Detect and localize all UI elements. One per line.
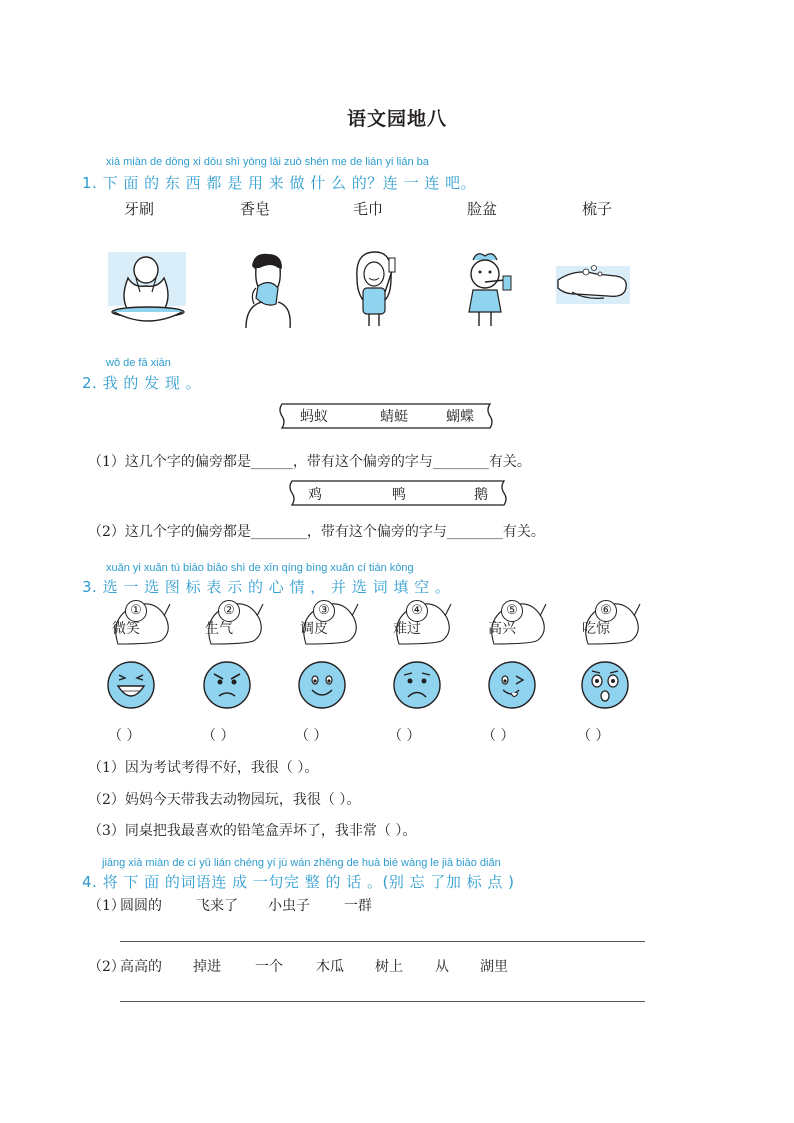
angry-face-icon (202, 660, 252, 710)
snail-number: ② (218, 600, 240, 622)
word-card: 圆圆的 (120, 898, 162, 914)
answer-blank[interactable]: ________ (432, 454, 489, 470)
word-ya: 鸭 (392, 487, 406, 503)
q4-heading: 4. 将 下 面 的词语连 成 一句完 整 的 话 。(别 忘 了加 标 点 ) (82, 873, 515, 891)
girl-combing-hair-picture[interactable] (345, 248, 429, 330)
q4-pinyin: jiāng xià miàn de cí yǔ lián chéng yí jù wán zhěng de huà bié wàng le jiā biāo diǎn (102, 857, 501, 869)
snail-card (298, 600, 362, 646)
word-box-birds (288, 477, 508, 509)
word-card: 从 (435, 959, 449, 975)
answer-line-2[interactable] (120, 1001, 645, 1002)
snail-card (391, 600, 455, 646)
surprised-face-icon (580, 660, 630, 710)
item-toothbrush[interactable]: 牙刷 (124, 200, 155, 218)
snail-number: ④ (406, 600, 428, 622)
snail-number: ③ (313, 600, 335, 622)
word-card: 湖里 (480, 959, 508, 975)
mood-word: 微笑 (112, 621, 140, 637)
mood-word: 难过 (393, 621, 421, 637)
answer-parentheses[interactable]: （ ） (295, 728, 328, 744)
mood-word: 生气 (205, 621, 233, 637)
q3-pinyin: xuǎn yi xuǎn tú biāo biǎo shì de xīn qíng bìng xuǎn cí tián kòng (106, 562, 414, 574)
q4-row-1-num: （1） (88, 898, 125, 914)
answer-blank[interactable]: ______ (250, 454, 293, 470)
word-qingting: 蜻蜓 (380, 409, 408, 425)
answer-parentheses[interactable]: （ ） (202, 728, 235, 744)
answer-parentheses[interactable]: （ ） (577, 728, 610, 744)
item-basin[interactable]: 脸盆 (467, 200, 498, 218)
smiling-face-icon (297, 660, 347, 710)
page-title: 语文园地八 (346, 108, 447, 130)
snail-card (203, 600, 267, 646)
word-card: 小虫子 (268, 898, 310, 914)
answer-blank[interactable]: ________ (250, 524, 307, 540)
word-card: 掉进 (193, 959, 221, 975)
q2-heading: 2. 我 的 发 现 。 (82, 374, 202, 392)
winking-face-icon (487, 660, 537, 710)
word-hudie: 蝴蝶 (446, 409, 474, 425)
q3-heading: 3. 选 一 选 图 标 表 示 的 心 情 ， 并 选 词 填 空 。 (82, 578, 451, 596)
snail-card (580, 600, 644, 646)
q2-sentence-2: （2）这几个字的偏旁都是________，带有这个偏旁的字与________有关。 (88, 524, 545, 540)
wiping-face-towel-picture[interactable] (232, 248, 316, 330)
snail-number: ① (125, 600, 147, 622)
snail-number: ⑥ (595, 600, 617, 622)
mood-word: 高兴 (488, 621, 516, 637)
answer-line-1[interactable] (120, 941, 645, 942)
word-card: 一群 (344, 898, 372, 914)
mood-word: 调皮 (300, 621, 328, 637)
item-comb[interactable]: 梳子 (582, 200, 613, 218)
q2-sentence-1: （1）这几个字的偏旁都是______，带有这个偏旁的字与________有关。 (88, 454, 531, 470)
q3-sentence-1[interactable]: （1）因为考试考得不好，我很（ ）。 (88, 760, 319, 776)
answer-parentheses[interactable]: （ ） (108, 728, 141, 744)
word-card: 木瓜 (316, 959, 344, 975)
laughing-face-icon (106, 660, 156, 710)
answer-parentheses[interactable]: （ ） (482, 728, 515, 744)
sad-face-icon (392, 660, 442, 710)
q3-sentence-2[interactable]: （2）妈妈今天带我去动物园玩，我很（ ）。 (88, 792, 361, 808)
q1-heading: 1. 下 面 的 东 西 都 是 用 来 做 什 么 的？连 一 连 吧。 (82, 174, 477, 192)
q2-pinyin: wǒ de fā xiàn (106, 357, 171, 369)
word-card: 飞来了 (196, 898, 238, 914)
word-card: 高高的 (120, 959, 162, 975)
item-towel[interactable]: 毛巾 (353, 200, 384, 218)
washing-hands-soap-picture[interactable] (556, 248, 640, 330)
q1-pinyin: xià miàn de dōng xi dōu shì yòng lái zuò shén me de lián yi lián ba (106, 156, 429, 168)
mood-word: 吃惊 (582, 621, 610, 637)
q4-row-2-num: （2） (88, 959, 125, 975)
word-e: 鹅 (474, 487, 488, 503)
word-card: 一个 (255, 959, 283, 975)
answer-blank[interactable]: ________ (446, 524, 503, 540)
word-mayi: 蚂蚁 (300, 409, 328, 425)
word-card: 树上 (375, 959, 403, 975)
item-soap[interactable]: 香皂 (240, 200, 271, 218)
word-ji: 鸡 (308, 487, 322, 503)
snail-card (110, 600, 174, 646)
girl-brushing-teeth-picture[interactable] (455, 248, 539, 330)
answer-parentheses[interactable]: （ ） (388, 728, 421, 744)
q3-sentence-3[interactable]: （3）同桌把我最喜欢的铅笔盒弄坏了，我非常（ ）。 (88, 823, 417, 839)
snail-number: ⑤ (501, 600, 523, 622)
washing-face-basin-picture[interactable] (106, 248, 190, 330)
word-box-insects (278, 400, 494, 432)
snail-card (486, 600, 550, 646)
